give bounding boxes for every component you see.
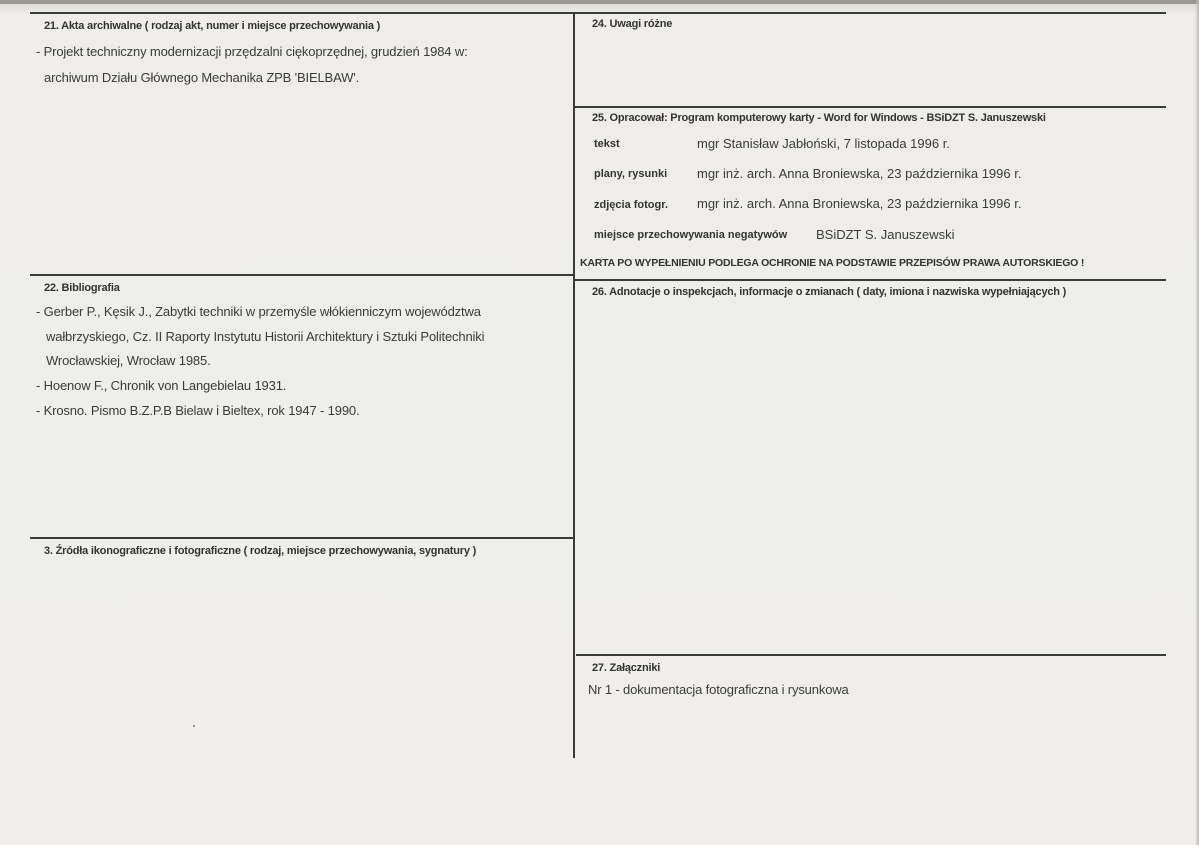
section-25-value-plany: mgr inż. arch. Anna Broniewska, 23 października 1996 r.: [697, 166, 1022, 181]
section-26-header: 26. Adnotacje o inspekcjach, informacje o zmianach ( daty, imiona i nazwiska wypełniających ): [592, 286, 1067, 298]
section-25-label-miejsce: miejsce przechowywania negatywów: [594, 229, 788, 241]
section-25-label-zdjecia: zdjęcia fotogr.: [594, 199, 668, 211]
scan-right-edge: [1195, 0, 1199, 845]
section-22-line-2: wałbrzyskiego, Cz. II Raporty Instytutu Historii Architektury i Sztuki Politechniki: [46, 329, 485, 344]
rule-left-3: [30, 537, 574, 539]
section-3-header: 3. Źródła ikonograficzne i fotograficzne ( rodzaj, miejsce przechowywania, sygnatury ): [44, 545, 477, 557]
scan-top-edge: [0, 0, 1199, 4]
section-25-value-zdjecia: mgr inż. arch. Anna Broniewska, 23 października 1996 r.: [697, 196, 1022, 211]
rule-left-22: [30, 274, 574, 276]
section-25-value-tekst: mgr Stanisław Jabłoński, 7 listopada 1996 r.: [697, 136, 950, 151]
section-25-header: 25. Opracował: Program komputerowy karty - Word for Windows - BSiDZT S. Januszewski: [592, 112, 1046, 124]
rule-right-25: [574, 106, 1166, 108]
section-27-header: 27. Załączniki: [592, 662, 661, 674]
section-22-line-1: - Gerber P., Kęsik J., Zabytki techniki w przemyśle włókienniczym województwa: [36, 304, 481, 319]
rule-right-27: [576, 654, 1166, 656]
section-25-label-tekst: tekst: [594, 138, 620, 150]
rule-right-26: [574, 279, 1166, 281]
section-24-header: 24. Uwagi różne: [592, 18, 673, 30]
section-25-value-miejsce: BSiDZT S. Januszewski: [816, 227, 955, 242]
section-27-line-1: Nr 1 - dokumentacja fotograficzna i rysunkowa: [588, 682, 849, 697]
section-22-header: 22. Bibliografia: [44, 282, 120, 294]
section-22-line-3: Wrocławskiej, Wrocław 1985.: [46, 353, 211, 368]
section-21-header: 21. Akta archiwalne ( rodzaj akt, numer i miejsce przechowywania ): [44, 20, 381, 32]
copyright-notice: KARTA PO WYPEŁNIENIU PODLEGA OCHRONIE NA PODSTAWIE PRZEPISÓW PRAWA AUTORSKIEGO !: [580, 257, 1085, 269]
top-rule: [30, 12, 1166, 14]
section-21-line-2: archiwum Działu Głównego Mechanika ZPB 'BIELBAW'.: [44, 70, 360, 85]
section-22-line-4: - Hoenow F., Chronik von Langebielau 1931.: [36, 378, 287, 393]
scan-speck: [193, 725, 195, 727]
section-21-line-1: - Projekt techniczny modernizacji przędzalni ciękoprzędnej, grudzień 1984 w:: [36, 44, 468, 59]
section-25-label-plany: plany, rysunki: [594, 168, 668, 180]
section-22-line-5: - Krosno. Pismo B.Z.P.B Bielaw i Bieltex, rok 1947 - 1990.: [36, 403, 360, 418]
center-divider: [573, 12, 575, 758]
